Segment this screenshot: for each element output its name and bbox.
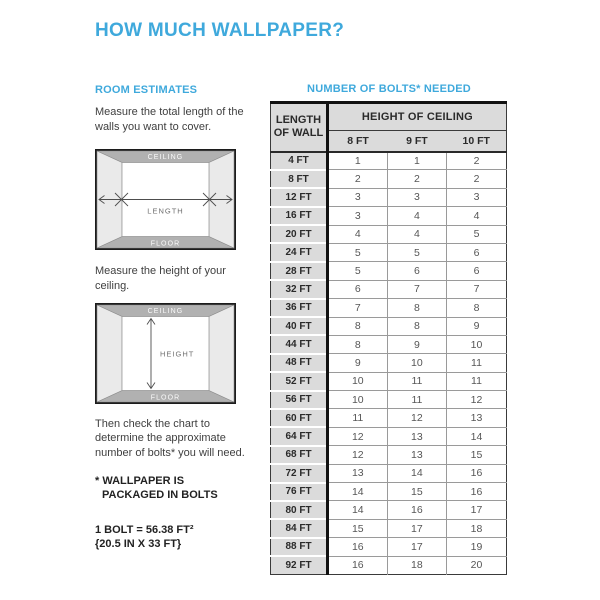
bolts-needed-table (270, 101, 507, 575)
bolt-count-cell: 8 (328, 335, 388, 353)
wall-length-cell: 44 FT (271, 335, 328, 353)
wall-length-cell: 48 FT (271, 354, 328, 372)
bolt-count-cell: 10 (328, 391, 388, 409)
bolt-count-cell: 11 (387, 372, 447, 390)
bolt-count-cell: 4 (328, 225, 388, 243)
table-row (271, 372, 507, 390)
bolt-count-cell: 14 (447, 427, 507, 445)
step-measure-length-text: Measure the total length of the walls you want to cover. (95, 106, 244, 133)
bolt-count-cell: 10 (387, 354, 447, 372)
bolt-count-cell: 9 (328, 354, 388, 372)
bolt-count-cell: 17 (447, 501, 507, 519)
bolt-count-cell: 16 (387, 501, 447, 519)
bolt-count-cell: 10 (447, 335, 507, 353)
wall-length-cell: 16 FT (271, 207, 328, 225)
wall-length-cell: 12 FT (271, 188, 328, 206)
bolt-count-cell: 13 (447, 409, 507, 427)
height-label: HEIGHT (160, 349, 195, 358)
wall-length-cell: 8 FT (271, 170, 328, 188)
bolt-count-cell: 12 (387, 409, 447, 427)
bolt-count-cell: 16 (328, 538, 388, 556)
bolt-count-cell: 13 (387, 446, 447, 464)
room-estimates-heading: ROOM ESTIMATES (95, 84, 198, 96)
bolt-count-cell: 2 (328, 170, 388, 188)
step-check-chart-text: Then check the chart to determine the approximate number of bolts* you will need. (95, 417, 245, 459)
bolt-count-cell: 16 (447, 464, 507, 482)
wall-length-cell: 92 FT (271, 556, 328, 574)
bolt-count-cell: 10 (328, 372, 388, 390)
right-wall-surface (209, 305, 234, 402)
height-of-ceiling-header: HEIGHT OF CEILING (328, 103, 507, 131)
room-height-diagram (95, 303, 236, 404)
wall-length-cell: 68 FT (271, 446, 328, 464)
table-row (271, 501, 507, 519)
table-row (271, 335, 507, 353)
wall-length-cell: 20 FT (271, 225, 328, 243)
bolt-count-cell: 9 (447, 317, 507, 335)
header-row-group (271, 103, 507, 131)
bolt-area-line: 1 BOLT = 56.38 FT² (95, 523, 194, 536)
bolt-count-cell: 1 (387, 152, 447, 170)
wall-length-cell: 24 FT (271, 243, 328, 261)
wall-length-cell: 72 FT (271, 464, 328, 482)
bolt-count-cell: 4 (387, 207, 447, 225)
ceiling-label: CEILING (147, 154, 184, 162)
room-length-diagram (95, 149, 236, 250)
table-row (271, 409, 507, 427)
wall-length-cell: 76 FT (271, 483, 328, 501)
bolt-count-cell: 15 (387, 483, 447, 501)
bolt-count-cell: 12 (447, 391, 507, 409)
floor-label: FLOOR (150, 394, 181, 402)
room-estimates-panel (95, 84, 251, 551)
bolt-count-cell: 5 (328, 262, 388, 280)
wall-length-cell: 80 FT (271, 501, 328, 519)
table-row (271, 538, 507, 556)
bolt-count-cell: 13 (387, 427, 447, 445)
table-row (271, 262, 507, 280)
wall-length-cell: 84 FT (271, 519, 328, 537)
table-row (271, 391, 507, 409)
bolt-count-cell: 3 (328, 207, 388, 225)
bolt-count-cell: 8 (447, 299, 507, 317)
bolt-count-cell: 3 (387, 188, 447, 206)
bolt-count-cell: 4 (447, 207, 507, 225)
wall-length-cell: 40 FT (271, 317, 328, 335)
bolt-count-cell: 6 (328, 280, 388, 298)
table-row (271, 354, 507, 372)
bolt-count-cell: 13 (328, 464, 388, 482)
bolt-size-info (95, 523, 251, 552)
bolt-count-cell: 11 (447, 372, 507, 390)
table-row (271, 243, 507, 261)
bolt-count-cell: 11 (328, 409, 388, 427)
table-row (271, 556, 507, 574)
bolt-count-cell: 14 (328, 483, 388, 501)
length-of-wall-header: LENGTH OF WALL (271, 103, 328, 152)
bolts-table-section (270, 83, 508, 575)
step-measure-height-text: Measure the height of your ceiling. (95, 265, 226, 292)
bolt-count-cell: 14 (387, 464, 447, 482)
bolt-count-cell: 15 (328, 519, 388, 537)
table-row (271, 317, 507, 335)
table-row (271, 170, 507, 188)
bolt-count-cell: 7 (387, 280, 447, 298)
bolt-count-cell: 5 (387, 243, 447, 261)
bolt-count-cell: 11 (447, 354, 507, 372)
bolt-count-cell: 8 (387, 317, 447, 335)
table-row (271, 464, 507, 482)
bolt-count-cell: 2 (447, 170, 507, 188)
bolt-count-cell: 18 (387, 556, 447, 574)
bolt-count-cell: 9 (387, 335, 447, 353)
bolt-count-cell: 8 (387, 299, 447, 317)
table-row (271, 152, 507, 170)
table-row (271, 188, 507, 206)
table-row (271, 519, 507, 537)
wall-length-cell: 36 FT (271, 299, 328, 317)
bolt-count-cell: 6 (447, 262, 507, 280)
col-header-9ft: 9 FT (387, 131, 447, 152)
bolt-dimensions-line: {20.5 IN X 33 FT} (95, 538, 182, 551)
bolt-count-cell: 2 (447, 152, 507, 170)
bolt-count-cell: 15 (447, 446, 507, 464)
ceiling-label: CEILING (147, 307, 184, 315)
table-row (271, 225, 507, 243)
bolt-count-cell: 19 (447, 538, 507, 556)
page-title: HOW MUCH WALLPAPER? (95, 20, 345, 41)
table-row (271, 446, 507, 464)
floor-label: FLOOR (150, 240, 181, 248)
bolt-count-cell: 5 (328, 243, 388, 261)
bolt-count-cell: 3 (328, 188, 388, 206)
bolt-count-cell: 20 (447, 556, 507, 574)
bolt-count-cell: 18 (447, 519, 507, 537)
bolt-count-cell: 6 (387, 262, 447, 280)
bolt-count-cell: 16 (447, 483, 507, 501)
bolt-count-cell: 6 (447, 243, 507, 261)
wall-length-cell: 56 FT (271, 391, 328, 409)
bolt-count-cell: 16 (328, 556, 388, 574)
wall-length-cell: 32 FT (271, 280, 328, 298)
footnote-line2: PACKAGED IN BOLTS (102, 489, 218, 502)
bolt-count-cell: 12 (328, 427, 388, 445)
bolt-count-cell: 3 (447, 188, 507, 206)
wall-length-cell: 64 FT (271, 427, 328, 445)
table-row (271, 299, 507, 317)
left-wall-surface (97, 305, 122, 402)
table-row (271, 483, 507, 501)
length-label: LENGTH (147, 206, 184, 216)
col-header-10ft: 10 FT (447, 131, 507, 152)
bolt-count-cell: 8 (328, 317, 388, 335)
table-row (271, 427, 507, 445)
bolt-count-cell: 14 (328, 501, 388, 519)
bolt-count-cell: 17 (387, 519, 447, 537)
bolt-count-cell: 5 (447, 225, 507, 243)
bolt-count-cell: 7 (328, 299, 388, 317)
bolts-table-caption: NUMBER OF BOLTS* NEEDED (307, 83, 471, 95)
wall-length-cell: 52 FT (271, 372, 328, 390)
footnote-line1: * WALLPAPER IS (95, 475, 185, 488)
bolt-count-cell: 11 (387, 391, 447, 409)
table-row (271, 280, 507, 298)
wallpaper-footnote (95, 475, 251, 503)
wall-length-cell: 28 FT (271, 262, 328, 280)
wall-length-cell: 4 FT (271, 152, 328, 170)
bolt-count-cell: 7 (447, 280, 507, 298)
col-header-8ft: 8 FT (328, 131, 388, 152)
bolt-count-cell: 12 (328, 446, 388, 464)
bolt-count-cell: 4 (387, 225, 447, 243)
wall-length-cell: 60 FT (271, 409, 328, 427)
bolt-count-cell: 2 (387, 170, 447, 188)
bolt-count-cell: 1 (328, 152, 388, 170)
table-row (271, 207, 507, 225)
bolt-count-cell: 17 (387, 538, 447, 556)
wall-length-cell: 88 FT (271, 538, 328, 556)
